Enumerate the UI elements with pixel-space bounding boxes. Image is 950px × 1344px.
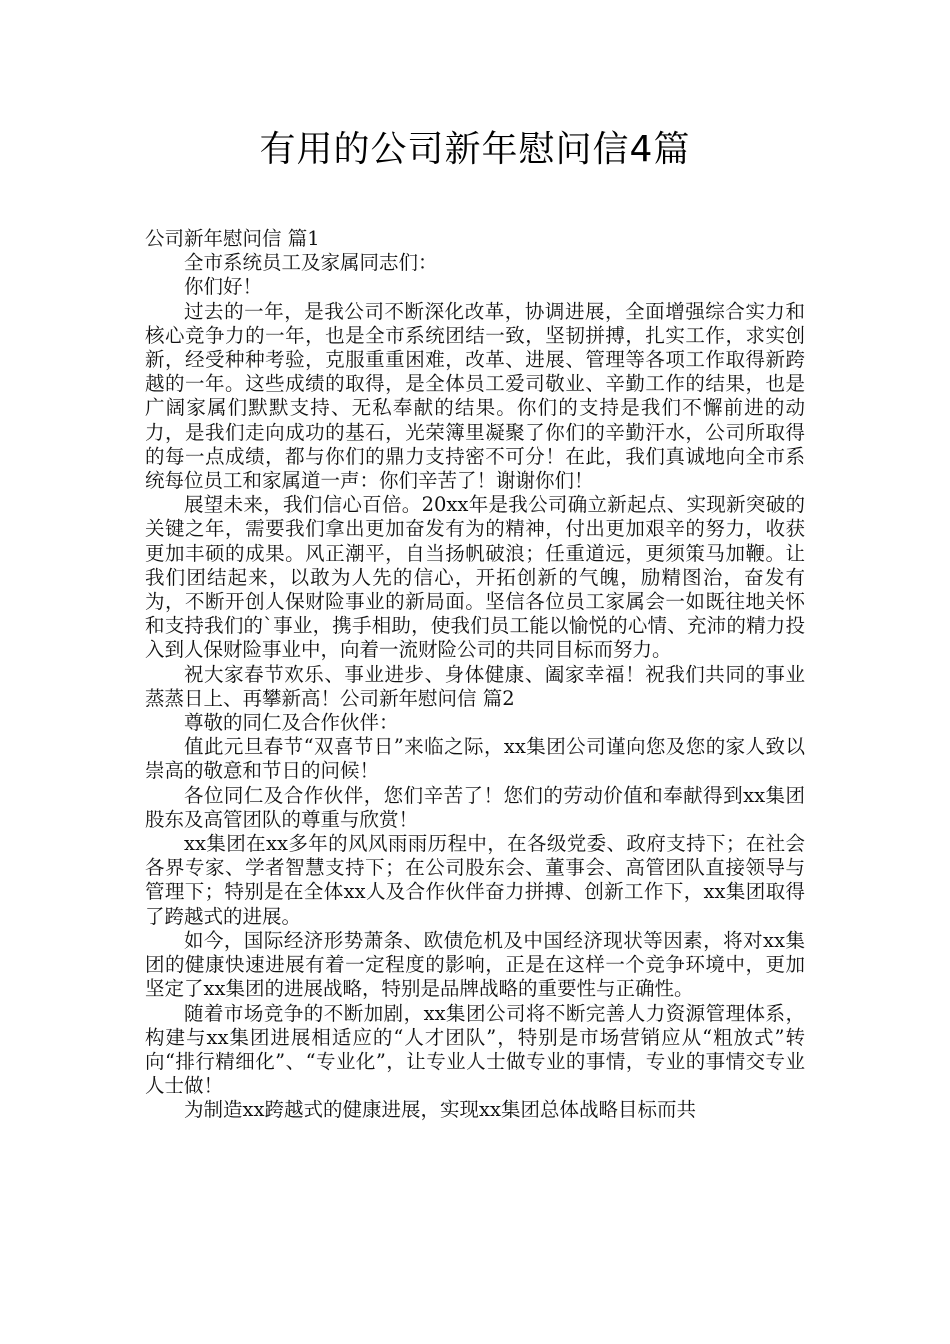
salutation: 全市系统员工及家属同志们： [184, 251, 438, 275]
salutation: 尊敬的同仁及合作伙伴： [184, 711, 399, 735]
greeting: 你们好！ [184, 275, 263, 299]
body-paragraph: 如今，国际经济形势萧条、欧债危机及中国经济现状等因素，将对xx集团的健康快速进展有着一定程度的影响，正是在这样一个竞争环境中，更加坚定了xx集团的进展战略，特别是品牌战略的重要性与正确性。 [145, 928, 805, 1001]
body-paragraph: 展望未来，我们信心百倍。20xx年是我公司确立新起点、实现新突破的关键之年，需要我们拿出更加奋发有为的精神，付出更加艰辛的努力，收获更加丰硕的成果。风正潮平，自当扬帆破浪；任重道远，更须策马加鞭。让我们团结起来，以敢为人先的信心，开拓创新的气魄，励精图治，奋发有为，不断开创人保财险事业的新局面。坚信各位员工家属会一如既往地关怀和支持我们的`事业，携手相助，使我们员工能以愉悦的心情、充沛的精力投入到人保财险事业中，向着一流财险公司的共同目标而努力。 [145, 493, 805, 662]
body-paragraph: 随着市场竞争的不断加剧，xx集团公司将不断完善人力资源管理体系，构建与xx集团进展相适应的“人才团队”，特别是市场营销应从“粗放式”转向“排行精细化”、“专业化”，让专业人士做专业的事情，专业的事情交专业人士做！ [145, 1001, 805, 1098]
document-body [145, 227, 805, 1123]
body-paragraph: 过去的一年，是我公司不断深化改革，协调进展，全面增强综合实力和核心竞争力的一年，也是全市系统团结一致，坚韧拼搏，扎实工作，求实创新，经受种种考验，克服重重困难，改革、进展、管理等各项工作取得新跨越的一年。这些成绩的取得，是全体员工爱司敬业、辛勤工作的结果，也是广阔家属们默默支持、无私奉献的结果。你们的支持是我们不懈前进的动力，是我们走向成功的基石，光荣簿里凝聚了你们的辛勤汗水，公司所取得的每一点成绩，都与你们的鼎力支持密不可分！在此，我们真诚地向全市系统每位员工和家属道一声：你们辛苦了！谢谢你们！ [145, 299, 805, 493]
body-paragraph: 为制造xx跨越式的健康进展，实现xx集团总体战略目标而共 [184, 1098, 696, 1122]
body-paragraph: 祝大家春节欢乐、事业进步、身体健康、阖家幸福！祝我们共同的事业蒸蒸日上、再攀新高！公司新年慰问信 篇2 [145, 662, 805, 710]
body-paragraph: 值此元旦春节“双喜节日”来临之际，xx集团公司谨向您及您的家人致以崇高的敬意和节日的问候！ [145, 735, 805, 783]
body-paragraph: xx集团在xx多年的风风雨雨历程中，在各级党委、政府支持下；在社会各界专家、学者智慧支持下；在公司股东会、董事会、高管团队直接领导与管理下；特别是在全体xx人及合作伙伴奋力拼搏、创新工作下，xx集团取得了跨越式的进展。 [145, 832, 805, 928]
section-heading: 公司新年慰问信 篇1 [145, 227, 320, 250]
document-title: 有用的公司新年慰问信4篇 [259, 129, 691, 170]
body-paragraph: 各位同仁及合作伙伴，您们辛苦了！您们的劳动价值和奉献得到xx集团股东及高管团队的尊重与欣赏！ [145, 783, 805, 831]
